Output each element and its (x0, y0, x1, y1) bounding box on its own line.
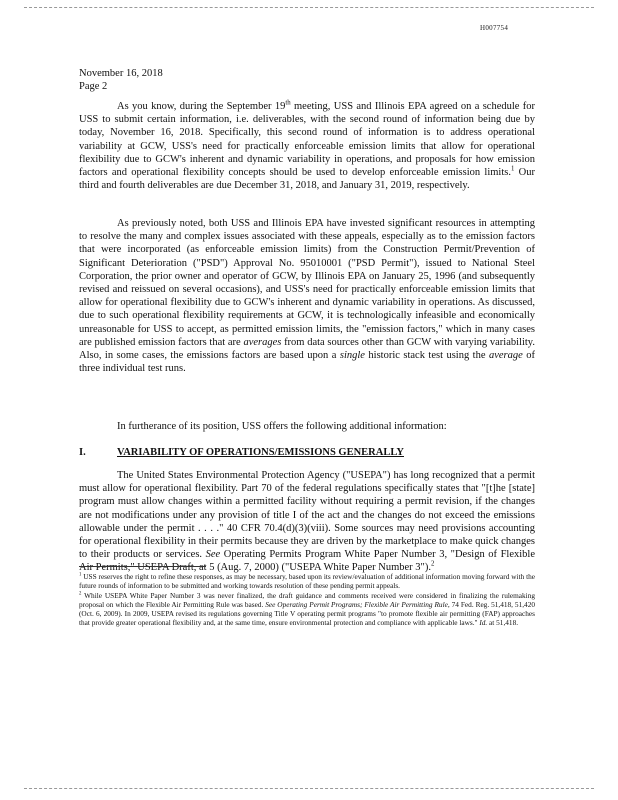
emphasis: averages (243, 336, 282, 348)
page-number: Page 2 (79, 80, 108, 92)
emphasis: average (488, 350, 523, 362)
footnote-ref-2: 2 (430, 560, 435, 568)
emphasis: See (205, 549, 221, 561)
top-scan-border (24, 7, 594, 8)
text-run: meeting, USS and Illinois EPA agreed on a schedule for USS to submit certain information, i.e. deliverables, with the second round of information being due by today, November 16, 2018. Specifically, this second round of information is to address operational variability at GCW, USS's need for practically enforceable emission limits that allow for operational flexibility due to GCW's inherent and dynamic variability in operations, and proposals for how emission factors and operational flexibility concepts should be used to develop enforceable emission limits. (79, 101, 536, 179)
text-run: In furtherance of its position, USS offers the following additional information: (117, 421, 447, 432)
letter-date: November 16, 2018 (79, 68, 163, 79)
bates-number: H007754 (480, 24, 509, 32)
paragraph-resources (79, 217, 535, 375)
text-run: While USEPA White Paper Number 3 was never finalized, the draft guidance and comments received were considered in finalizing the rulemaking proposal on which the Flexible Air Permitting Rule was based. (79, 591, 535, 610)
footnote-number: 2 (79, 591, 82, 597)
footnote-2 (79, 591, 535, 627)
emphasis: single (339, 350, 365, 362)
section-number: I. (79, 447, 86, 458)
text-run: USS reserves the right to refine these responses, as may be necessary, based upon its review/evaluation of additional information moving forward with the future rounds of information to be submitted and working towards resolution of these pending permit appeals. (79, 572, 535, 591)
text-run: As you know, during the September 19 (117, 101, 286, 112)
text-run: Our third and fourth deliverables are due December 31, 2018, and January 31, 2019, respectively. (79, 167, 535, 192)
emphasis: Id. (479, 618, 488, 628)
footnote-number: 1 (79, 572, 82, 578)
text-run: from data sources other than GCW with varying variability. Also, in some cases, the emissions factors are based upon a (79, 336, 535, 362)
text-run: Operating Permits Program White Paper Number 3, "Design of Flexible Air Permits," USEPA Draft, at 5 (Aug. 7, 2000) ("USEPA White Paper Number 3"). (79, 549, 535, 574)
letter-header (79, 68, 163, 93)
footnotes (79, 572, 535, 629)
section-title: VARIABILITY OF OPERATIONS/EMISSIONS GENERALLY (117, 447, 404, 458)
footnote-separator (79, 566, 206, 567)
ordinal-suffix: th (285, 99, 291, 107)
bottom-scan-border (24, 788, 594, 789)
footnote-ref-1: 1 (510, 165, 515, 173)
paragraph-schedule (79, 100, 535, 192)
text-run: , 74 Fed. Reg. 51,418, 51,420 (Oct. 6, 2009). In 2009, USEPA revised its regulations governing Title V operating permit programs "to promote flexible air permitting (FAP) approaches that provide greater operational flexibility and, at the same time, ensure environmental protection and compliance with applicable laws." (79, 600, 536, 628)
footnote-1 (79, 572, 535, 590)
text-run: historic stack test using the (364, 350, 489, 362)
section-heading (79, 447, 404, 458)
emphasis: See Operating Permit Programs; Flexible Air Permitting Rule (265, 600, 448, 610)
paragraph-usepa (79, 469, 535, 575)
text-run: The United States Environmental Protection Agency ("USEPA") has long recognized that a permit must allow for operational flexibility. Part 70 of the federal regulations specifically states that "[t]he [state] program must allow changes within a permitted facility without requiring a permit revision, if the changes are not modifications under any provision of title I of the act and the changes do not exceed the emissions allowable under the permit . . . ." 40 CFR 70.4(d)(3)(viii). Some sources may need provisions accounting for operational flexibility in their permits because they are driven by the marketplace to make quick changes to their products or services. (79, 470, 535, 561)
text-run: at 51,418. (487, 618, 519, 628)
text-run: As previously noted, both USS and Illinois EPA have invested significant resources in attempting to resolve the many and complex issues associated with these appeals, especially as to the emission factors that were incorporated (as enforceable emission limits) from the Construction Permit/Prevention of Significant Deterioration ("PSD") Approval No. 95010001 ("PSD Permit"), issued to National Steel Corporation, the prior owner and operator of GCW, by Illinois EPA on January 25, 1996 (and subsequently revised and reissued on several occasions), and USS's need for practically enforceable emission limits that allow for operational flexibility due to GCW's inherent and dynamic variability in operations. As discussed, due to such operational flexibility requirements at GCW, it is technologically infeasible and economically unreasonable for USS to accept, as permitted emission limits, the "emission factors," which in many cases are published emission factors that are (79, 218, 535, 348)
paragraph-furtherance (79, 420, 535, 433)
text-run: of three individual test runs. (79, 350, 536, 375)
